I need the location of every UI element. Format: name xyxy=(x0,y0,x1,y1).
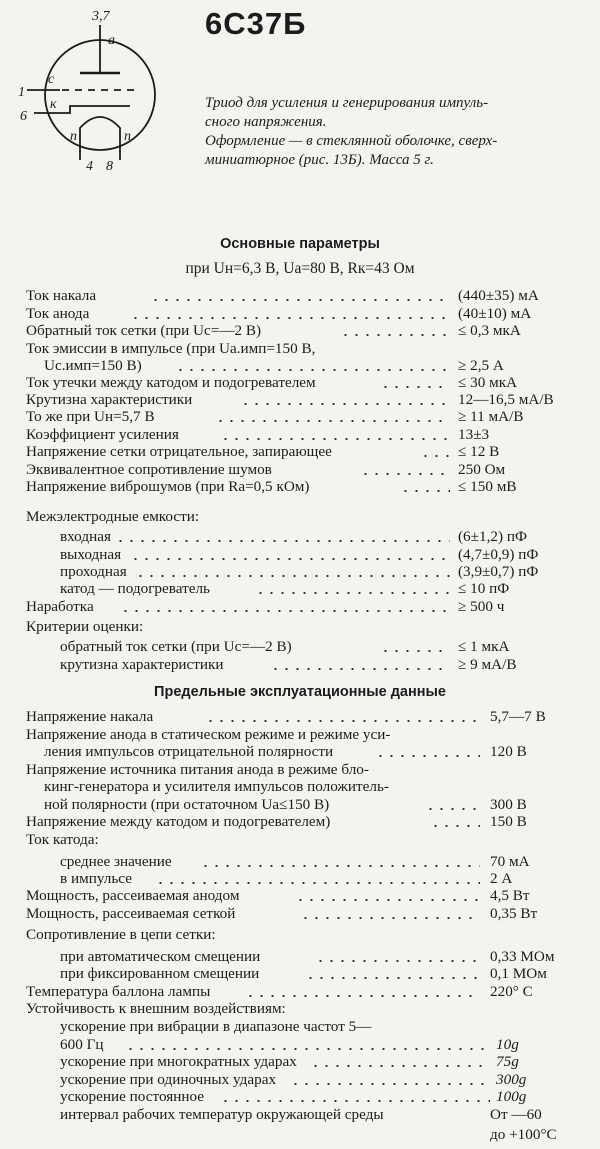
param-label: Напряжение сетки отрицательное, запирающее xyxy=(26,443,335,461)
param-label: Uс.имп=150 В) xyxy=(44,357,145,375)
grid-letter: с xyxy=(48,72,55,87)
limit-row xyxy=(0,887,600,905)
param-label: интервал рабочих температур окружающей среды xyxy=(60,1106,387,1124)
description-line: Триод для усиления и генерирования импуль- xyxy=(205,95,489,111)
param-label: То же при Uн=5,7 В xyxy=(26,408,158,426)
description-line: Оформление — в стеклянной оболочке, сверх- xyxy=(205,133,498,149)
param-label: Мощность, рассеиваемая анодом xyxy=(26,887,242,905)
limit-row xyxy=(0,983,600,1001)
param-label: Ток утечки между катодом и подогревателем xyxy=(26,374,319,392)
limit-row xyxy=(0,1071,600,1089)
criteria-row xyxy=(0,638,600,656)
param-label: выходная xyxy=(60,546,124,564)
param-value: 250 Ом xyxy=(458,461,506,478)
param-value: ≤ 30 мкА xyxy=(458,374,518,391)
param-value: (3,9±0,7) пФ xyxy=(458,563,539,580)
param-value: 0,33 МОм xyxy=(490,948,555,965)
param-label: Обратный ток сетки (при Uс=—2 В) xyxy=(26,322,264,340)
pin-cathode-label: 6 xyxy=(20,109,27,124)
param-value: От —60 xyxy=(490,1106,542,1123)
param-label: Ток анода xyxy=(26,305,92,323)
pin-grid-label: 1 xyxy=(18,85,25,100)
lifetime-row xyxy=(0,598,600,616)
param-label: входная xyxy=(60,528,114,546)
param-value: 70 мА xyxy=(490,853,530,870)
param-label: Ток накала xyxy=(26,287,99,305)
param-value: 75g xyxy=(496,1053,519,1070)
limit-row xyxy=(0,813,600,831)
tube-symbol-diagram xyxy=(0,0,200,180)
param-row xyxy=(0,391,600,409)
param-label: ления импульсов отрицательной полярности xyxy=(44,743,336,761)
limit-row xyxy=(0,1036,600,1054)
param-label: ускорение при многократных ударах xyxy=(60,1053,300,1071)
param-label: Крутизна характеристики xyxy=(26,391,195,409)
capacitances-label: Межэлектродные емкости: xyxy=(26,508,200,525)
param-value: (6±1,2) пФ xyxy=(458,528,527,545)
param-value: 300 В xyxy=(490,796,527,813)
limit-row xyxy=(0,796,600,814)
page-title: 6С37Б xyxy=(205,6,307,41)
limit-row xyxy=(0,905,600,923)
heater-left-letter: п xyxy=(70,129,77,144)
param-value: 100g xyxy=(496,1088,527,1105)
param-label: ускорение при одиночных ударах xyxy=(60,1071,279,1089)
param-value: 4,5 Вт xyxy=(490,887,530,904)
limit-row xyxy=(0,948,600,966)
param-value: 300g xyxy=(496,1071,527,1088)
param-value: 12—16,5 мА/В xyxy=(458,391,554,408)
param-label: крутизна характеристики xyxy=(60,656,227,674)
capacitance-row xyxy=(0,563,600,581)
param-value: (440±35) мА xyxy=(458,287,539,304)
param-row xyxy=(0,374,600,392)
param-value: ≤ 12 В xyxy=(458,443,500,460)
description xyxy=(205,94,573,132)
param-value: 2 А xyxy=(490,870,513,887)
heater-right-letter: п xyxy=(124,129,131,144)
param-label: при фиксированном смещении xyxy=(60,965,262,983)
param-value: ≥ 2,5 А xyxy=(458,357,504,374)
param-label: в импульсе xyxy=(60,870,135,888)
limit-row xyxy=(0,965,600,983)
pin-top-label: 3,7 xyxy=(92,9,110,24)
param-value: ≤ 0,3 мкА xyxy=(458,322,521,339)
param-label: кинг-генератора и усилителя импульсов положитель- xyxy=(44,778,389,795)
param-label: Температура баллона лампы xyxy=(26,983,213,1001)
param-label: катод — подогреватель xyxy=(60,580,213,598)
param-label: Эквивалентное сопротивление шумов xyxy=(26,461,275,479)
limit-row xyxy=(0,708,600,726)
section-heading-limits: Предельные эксплуатационные данные xyxy=(154,684,446,700)
capacitance-row xyxy=(0,546,600,564)
param-row xyxy=(0,461,600,479)
param-label: Напряжение накала xyxy=(26,708,156,726)
param-label: среднее значение xyxy=(60,853,175,871)
param-label: обратный ток сетки (при Uс=—2 В) xyxy=(60,638,295,656)
param-value: ≤ 1 мкА xyxy=(458,638,510,655)
param-label: Напряжение источника питания анода в режиме бло- xyxy=(26,761,369,778)
param-row xyxy=(0,443,600,461)
param-value: 0,35 Вт xyxy=(490,905,538,922)
section-heading-main: Основные параметры xyxy=(220,236,380,252)
param-value: ≤ 150 мВ xyxy=(458,478,517,495)
param-label: Напряжение анода в статическом режиме и режиме уси- xyxy=(26,726,391,743)
limit-row xyxy=(0,853,600,871)
param-row xyxy=(0,408,600,426)
param-label: Напряжение между катодом и подогревателем) xyxy=(26,813,333,831)
cathode-current-label: Ток катода: xyxy=(26,831,99,848)
criteria-row xyxy=(0,656,600,674)
criteria-label: Критерии оценки: xyxy=(26,618,144,635)
param-value: 13±3 xyxy=(458,426,490,443)
param-row xyxy=(0,426,600,444)
heater xyxy=(80,117,120,150)
param-label: 600 Гц xyxy=(60,1036,107,1054)
description-line: сного напряжения. xyxy=(205,114,327,130)
capacitance-row xyxy=(0,580,600,598)
test-conditions: при Uн=6,3 В, Uа=80 В, Rк=43 Ом xyxy=(185,260,415,277)
param-label: проходная xyxy=(60,563,130,581)
param-row xyxy=(0,357,600,375)
limit-row xyxy=(0,1053,600,1071)
param-label: Наработка xyxy=(26,598,97,616)
param-label: Мощность, рассеиваемая сеткой xyxy=(26,905,238,923)
param-value: 5,7—7 В xyxy=(490,708,546,725)
param-label: при автоматическом смещении xyxy=(60,948,263,966)
capacitance-row xyxy=(0,528,600,546)
description-line: миниатюрное (рис. 13Б). Масса 5 г. xyxy=(205,152,434,168)
param-value: ≥ 9 мА/В xyxy=(458,656,517,673)
param-value: (4,7±0,9) пФ xyxy=(458,546,539,563)
param-row xyxy=(0,305,600,323)
limit-row xyxy=(0,1088,600,1106)
limit-row xyxy=(0,870,600,888)
anode-letter: а xyxy=(108,33,115,48)
param-row xyxy=(0,340,600,358)
param-label: ускорение при вибрации в диапазоне частот 5— xyxy=(60,1018,372,1035)
pin-heater-right-label: 8 xyxy=(106,159,113,174)
param-value: до +100°С xyxy=(490,1126,557,1143)
param-value: (40±10) мА xyxy=(458,305,532,322)
description-form xyxy=(205,132,573,170)
param-value: 150 В xyxy=(490,813,527,830)
limit-row xyxy=(0,1106,600,1124)
param-value: ≥ 500 ч xyxy=(458,598,505,615)
param-label: ной полярности (при остаточном Uа≤150 В) xyxy=(44,796,332,814)
param-value: ≥ 11 мА/В xyxy=(458,408,524,425)
param-value: 10g xyxy=(496,1036,519,1053)
param-label: ускорение постоянное xyxy=(60,1088,207,1106)
param-value: ≤ 10 пФ xyxy=(458,580,510,597)
param-label: Напряжение виброшумов (при Rа=0,5 кОм) xyxy=(26,478,312,496)
pin-heater-left-label: 4 xyxy=(86,159,93,174)
param-row xyxy=(0,287,600,305)
param-label: Коэффициент усиления xyxy=(26,426,182,444)
cathode-letter: к xyxy=(50,97,57,112)
param-value: 120 В xyxy=(490,743,527,760)
param-label: Ток эмиссии в импульсе (при Uа.имп=150 В, xyxy=(26,340,318,358)
param-row xyxy=(0,478,600,496)
param-value: 220° С xyxy=(490,983,533,1000)
param-value: 0,1 МОм xyxy=(490,965,547,982)
param-row xyxy=(0,322,600,340)
grid-resistance-label: Сопротивление в цепи сетки: xyxy=(26,926,216,943)
stability-label: Устойчивость к внешним воздействиям: xyxy=(26,1000,286,1017)
limit-row xyxy=(0,743,600,761)
